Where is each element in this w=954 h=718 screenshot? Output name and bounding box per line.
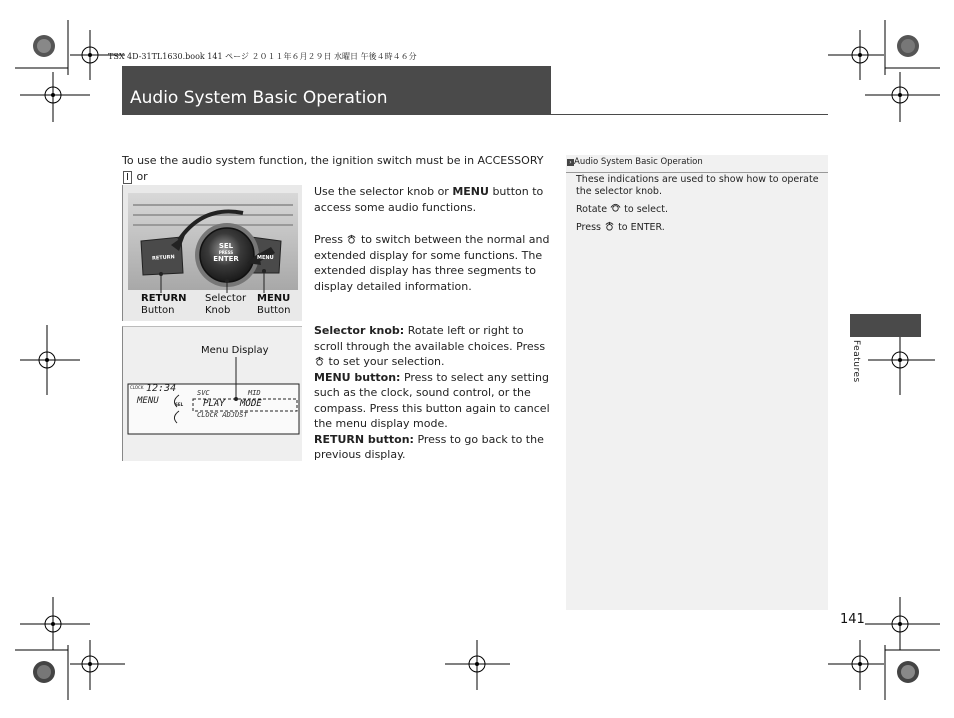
definitions bbox=[314, 323, 552, 463]
page-number: 141 bbox=[840, 612, 865, 627]
return-button-caption: RETURN Button bbox=[141, 293, 187, 316]
display-row1-left: SVC bbox=[197, 389, 210, 397]
side-note-heading: › Audio System Basic Operation bbox=[567, 157, 703, 167]
knob-rotate-icon bbox=[610, 202, 621, 213]
display-row1-right: MID bbox=[248, 389, 261, 397]
display-menu: MENU bbox=[137, 396, 159, 406]
section-tab-label: Features bbox=[851, 340, 861, 383]
knob-press-icon bbox=[604, 220, 615, 231]
display-row2-left: PLAY bbox=[203, 399, 225, 409]
page-title: Audio System Basic Operation bbox=[130, 88, 388, 108]
definition-menu-button: MENU button: Press to select any setting such as the clock, sound control, or the compass. Press this button again to cancel the menu display mode. bbox=[314, 370, 550, 430]
intro-paragraph: To use the audio system function, the ignition switch must be in ACCESSORY I or bbox=[122, 153, 552, 200]
side-note-body: These indications are used to show how to operate the selector knob. Rotate to select. Press to ENTER. bbox=[576, 174, 821, 234]
side-note-press-line: Press to ENTER. bbox=[576, 222, 665, 233]
menu-button-caption: MENU Button bbox=[257, 293, 291, 316]
return-key-label: RETURN bbox=[151, 254, 175, 262]
print-header: TSX 4D-31TL1630.book 141 ページ ２０１１年６月２９日 水曜日 午後４時４６分 bbox=[108, 52, 417, 61]
definition-selector-knob: Selector knob: Rotate left or right to scroll through the available choices. Press to set your selection. bbox=[314, 324, 546, 368]
display-row3: CLOCK ADJUST bbox=[197, 411, 248, 419]
section-tab bbox=[850, 314, 921, 337]
knob-label: SEL PRESS ENTER bbox=[213, 242, 239, 263]
selector-paragraph: Use the selector knob or MENU button to access some audio functions. bbox=[314, 185, 544, 214]
knob-press-icon bbox=[346, 233, 357, 244]
display-clock-label: CLOCK bbox=[130, 385, 144, 390]
display-sel: SEL bbox=[175, 402, 184, 407]
reference-arrow-icon: › bbox=[567, 159, 574, 166]
definition-return-button: RETURN button: Press to go back to the previous display. bbox=[314, 432, 544, 461]
title-rule bbox=[122, 114, 828, 115]
selector-knob-caption: Selector Knob bbox=[205, 293, 247, 316]
display-row2-right: MODE bbox=[240, 399, 262, 409]
side-note-rotate-line: Rotate to select. bbox=[576, 204, 668, 215]
menu-key-label: MENU bbox=[257, 255, 274, 261]
display-time: 12:34 bbox=[146, 383, 177, 394]
press-paragraph: Press to switch between the normal and extended display for some functions. The extended display has three segments to display detailed information. bbox=[314, 233, 550, 293]
menu-display-caption: Menu Display bbox=[201, 345, 269, 356]
knob-press-icon bbox=[314, 355, 325, 366]
accessory-key: I bbox=[123, 171, 132, 184]
